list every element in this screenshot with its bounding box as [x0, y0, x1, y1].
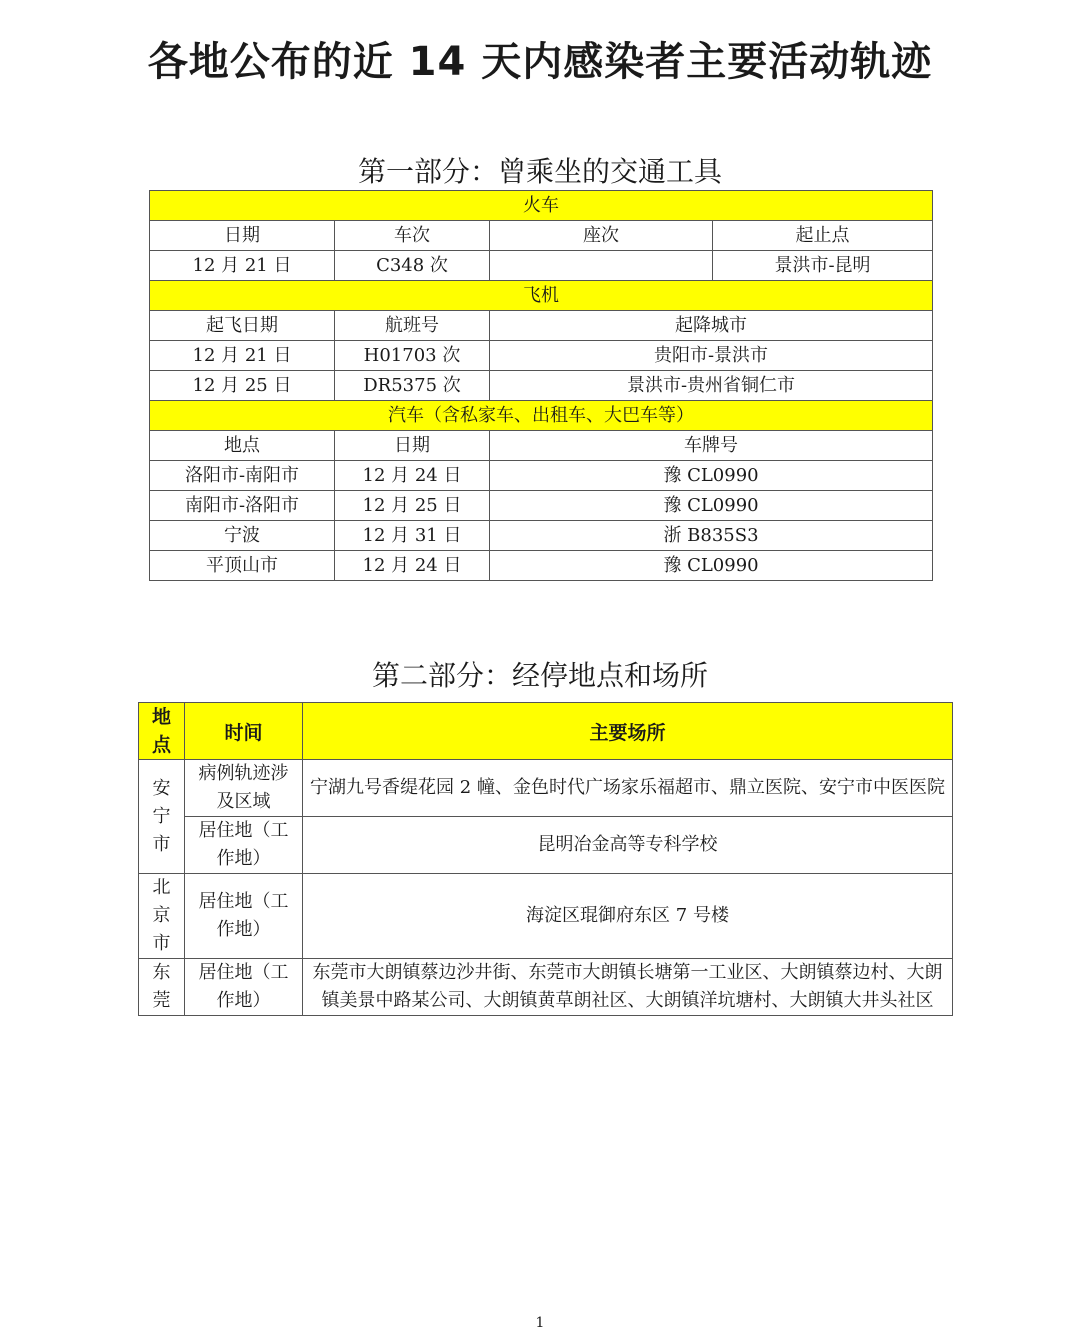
part2-title: 第二部分：经停地点和场所 — [371, 659, 708, 692]
plane-columns-row — [150, 311, 933, 341]
places-header-row — [139, 703, 953, 760]
column-header: 车牌号 — [490, 431, 933, 461]
column-header: 起止点 — [713, 221, 933, 251]
train-columns-row — [150, 221, 933, 251]
car-date: 12 月 25 日 — [335, 491, 490, 521]
table-row — [139, 959, 953, 1016]
plane-section-row — [150, 281, 933, 311]
time-cell: 居住地（工作地） — [185, 817, 303, 874]
table-row — [139, 874, 953, 959]
table-row — [150, 491, 933, 521]
place-cell: 北京市 — [139, 874, 185, 959]
page-number: 1 — [535, 1315, 545, 1331]
place-cell: 安宁市 — [139, 760, 185, 874]
flight-cities: 景洪市-贵州省铜仁市 — [490, 371, 933, 401]
part1-title: 第一部分：曾乘坐的交通工具 — [357, 155, 722, 188]
column-header: 起飞日期 — [150, 311, 335, 341]
table-row — [150, 371, 933, 401]
table-row — [150, 461, 933, 491]
car-plate: 豫 CL0990 — [490, 551, 933, 581]
train-seat — [490, 251, 713, 281]
venue-cell: 昆明冶金高等专科学校 — [303, 817, 953, 874]
column-header: 航班号 — [335, 311, 490, 341]
plane-header: 飞机 — [150, 281, 933, 311]
column-header: 地点 — [139, 703, 185, 760]
flight-date: 12 月 25 日 — [150, 371, 335, 401]
car-section-row — [150, 401, 933, 431]
column-header: 起降城市 — [490, 311, 933, 341]
flight-number: H01703 次 — [335, 341, 490, 371]
car-date: 12 月 24 日 — [335, 461, 490, 491]
time-cell: 居住地（工作地） — [185, 874, 303, 959]
table-row — [139, 817, 953, 874]
car-route: 宁波 — [150, 521, 335, 551]
table-row — [150, 551, 933, 581]
places-table — [138, 702, 953, 1016]
car-header: 汽车（含私家车、出租车、大巴车等） — [150, 401, 933, 431]
train-number: C348 次 — [335, 251, 490, 281]
car-route: 南阳市-洛阳市 — [150, 491, 335, 521]
train-route: 景洪市-昆明 — [713, 251, 933, 281]
column-header: 日期 — [335, 431, 490, 461]
car-date: 12 月 31 日 — [335, 521, 490, 551]
place-cell: 东莞 — [139, 959, 185, 1016]
venue-cell: 海淀区琨御府东区 7 号楼 — [303, 874, 953, 959]
train-section-row — [150, 191, 933, 221]
time-cell: 病例轨迹涉及区域 — [185, 760, 303, 817]
time-cell: 居住地（工作地） — [185, 959, 303, 1016]
car-plate: 豫 CL0990 — [490, 461, 933, 491]
table-row — [139, 760, 953, 817]
column-header: 日期 — [150, 221, 335, 251]
table-row — [150, 521, 933, 551]
car-columns-row — [150, 431, 933, 461]
car-plate: 浙 B835S3 — [490, 521, 933, 551]
table-row — [150, 251, 933, 281]
flight-number: DR5375 次 — [335, 371, 490, 401]
column-header: 主要场所 — [303, 703, 953, 760]
document-title: 各地公布的近 14 天内感染者主要活动轨迹 — [147, 39, 933, 85]
column-header: 座次 — [490, 221, 713, 251]
car-plate: 豫 CL0990 — [490, 491, 933, 521]
train-date: 12 月 21 日 — [150, 251, 335, 281]
transport-table — [149, 190, 933, 581]
car-date: 12 月 24 日 — [335, 551, 490, 581]
car-route: 平顶山市 — [150, 551, 335, 581]
venue-cell: 宁湖九号香缇花园 2 幢、金色时代广场家乐福超市、鼎立医院、安宁市中医医院 — [303, 760, 953, 817]
train-header: 火车 — [150, 191, 933, 221]
car-route: 洛阳市-南阳市 — [150, 461, 335, 491]
table-row — [150, 341, 933, 371]
venue-cell: 东莞市大朗镇蔡边沙井街、东莞市大朗镇长塘第一工业区、大朗镇蔡边村、大朗镇美景中路某公司、大朗镇黄草朗社区、大朗镇洋坑塘村、大朗镇大井头社区 — [303, 959, 953, 1016]
flight-date: 12 月 21 日 — [150, 341, 335, 371]
column-header: 地点 — [150, 431, 335, 461]
column-header: 时间 — [185, 703, 303, 760]
column-header: 车次 — [335, 221, 490, 251]
flight-cities: 贵阳市-景洪市 — [490, 341, 933, 371]
